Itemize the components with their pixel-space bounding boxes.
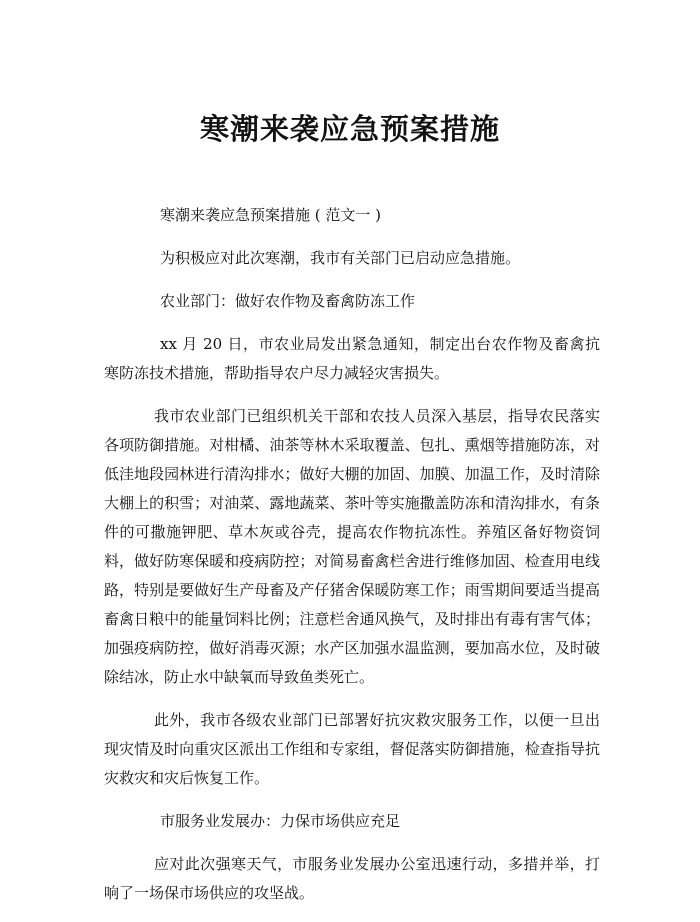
paragraph-section-services: 市服务业发展办：力保市场供应充足 xyxy=(160,812,401,830)
document-body xyxy=(104,201,600,922)
paragraph-subtitle: 寒潮来袭应急预案措施 ( 范文一 ) xyxy=(160,206,382,224)
paragraph-section-agriculture: 农业部门：做好农作物及畜禽防冻工作 xyxy=(160,292,416,310)
paragraph-disaster-relief: 此外，我市各级农业部门已部署好抗灾救灾服务工作，以便一旦出现灾情及时向重灾区派出工作组和专家组，督促落实防御措施，检查指导抗灾救灾和灾后恢复工作。 xyxy=(104,711,600,787)
paragraph-market-supply: 应对此次强寒天气，市服务业发展办公室迅速行动，多措并举，打响了一场保市场供应的攻坚战。 xyxy=(104,855,600,902)
paragraph-measures: 我市农业部门已组织机关干部和农技人员深入基层，指导农民落实各项防御措施。对柑橘、油茶等林木采取覆盖、包扎、熏烟等措施防冻，对低洼地段园林进行清沟排水；做好大棚的加固、加膜、加温工作，及时清除大棚上的积雪；对油菜、露地蔬菜、茶叶等实施撒盖防冻和清沟排水，有条件的可撒施钾肥、草木灰或谷壳，提高农作物抗冻性。养殖区备好物资饲料，做好防寒保暖和疫病防控；对简易畜禽栏舍进行维修加固、检查用电线路，特别是要做好生产母畜及产仔猪舍保暖防寒工作；雨雪期间要适当提高畜禽日粮中的能量饲料比例；注意栏舍通风换气，及时排出有毒有害气体；加强疫病防控，做好消毒灭源；水产区加强水温监测，要加高水位，及时破除结冰，防止水中缺氧而导致鱼类死亡。 xyxy=(104,407,600,686)
paragraph-intro: 为积极应对此次寒潮，我市有关部门已启动应急措施。 xyxy=(160,249,521,267)
document-title: 寒潮来袭应急预案措施 xyxy=(199,112,500,146)
paragraph-notice: xx 月 20 日，市农业局发出紧急通知，制定出台农作物及畜禽抗寒防冻技术措施，帮助指导农户尽力减轻灾害损失。 xyxy=(104,335,600,382)
